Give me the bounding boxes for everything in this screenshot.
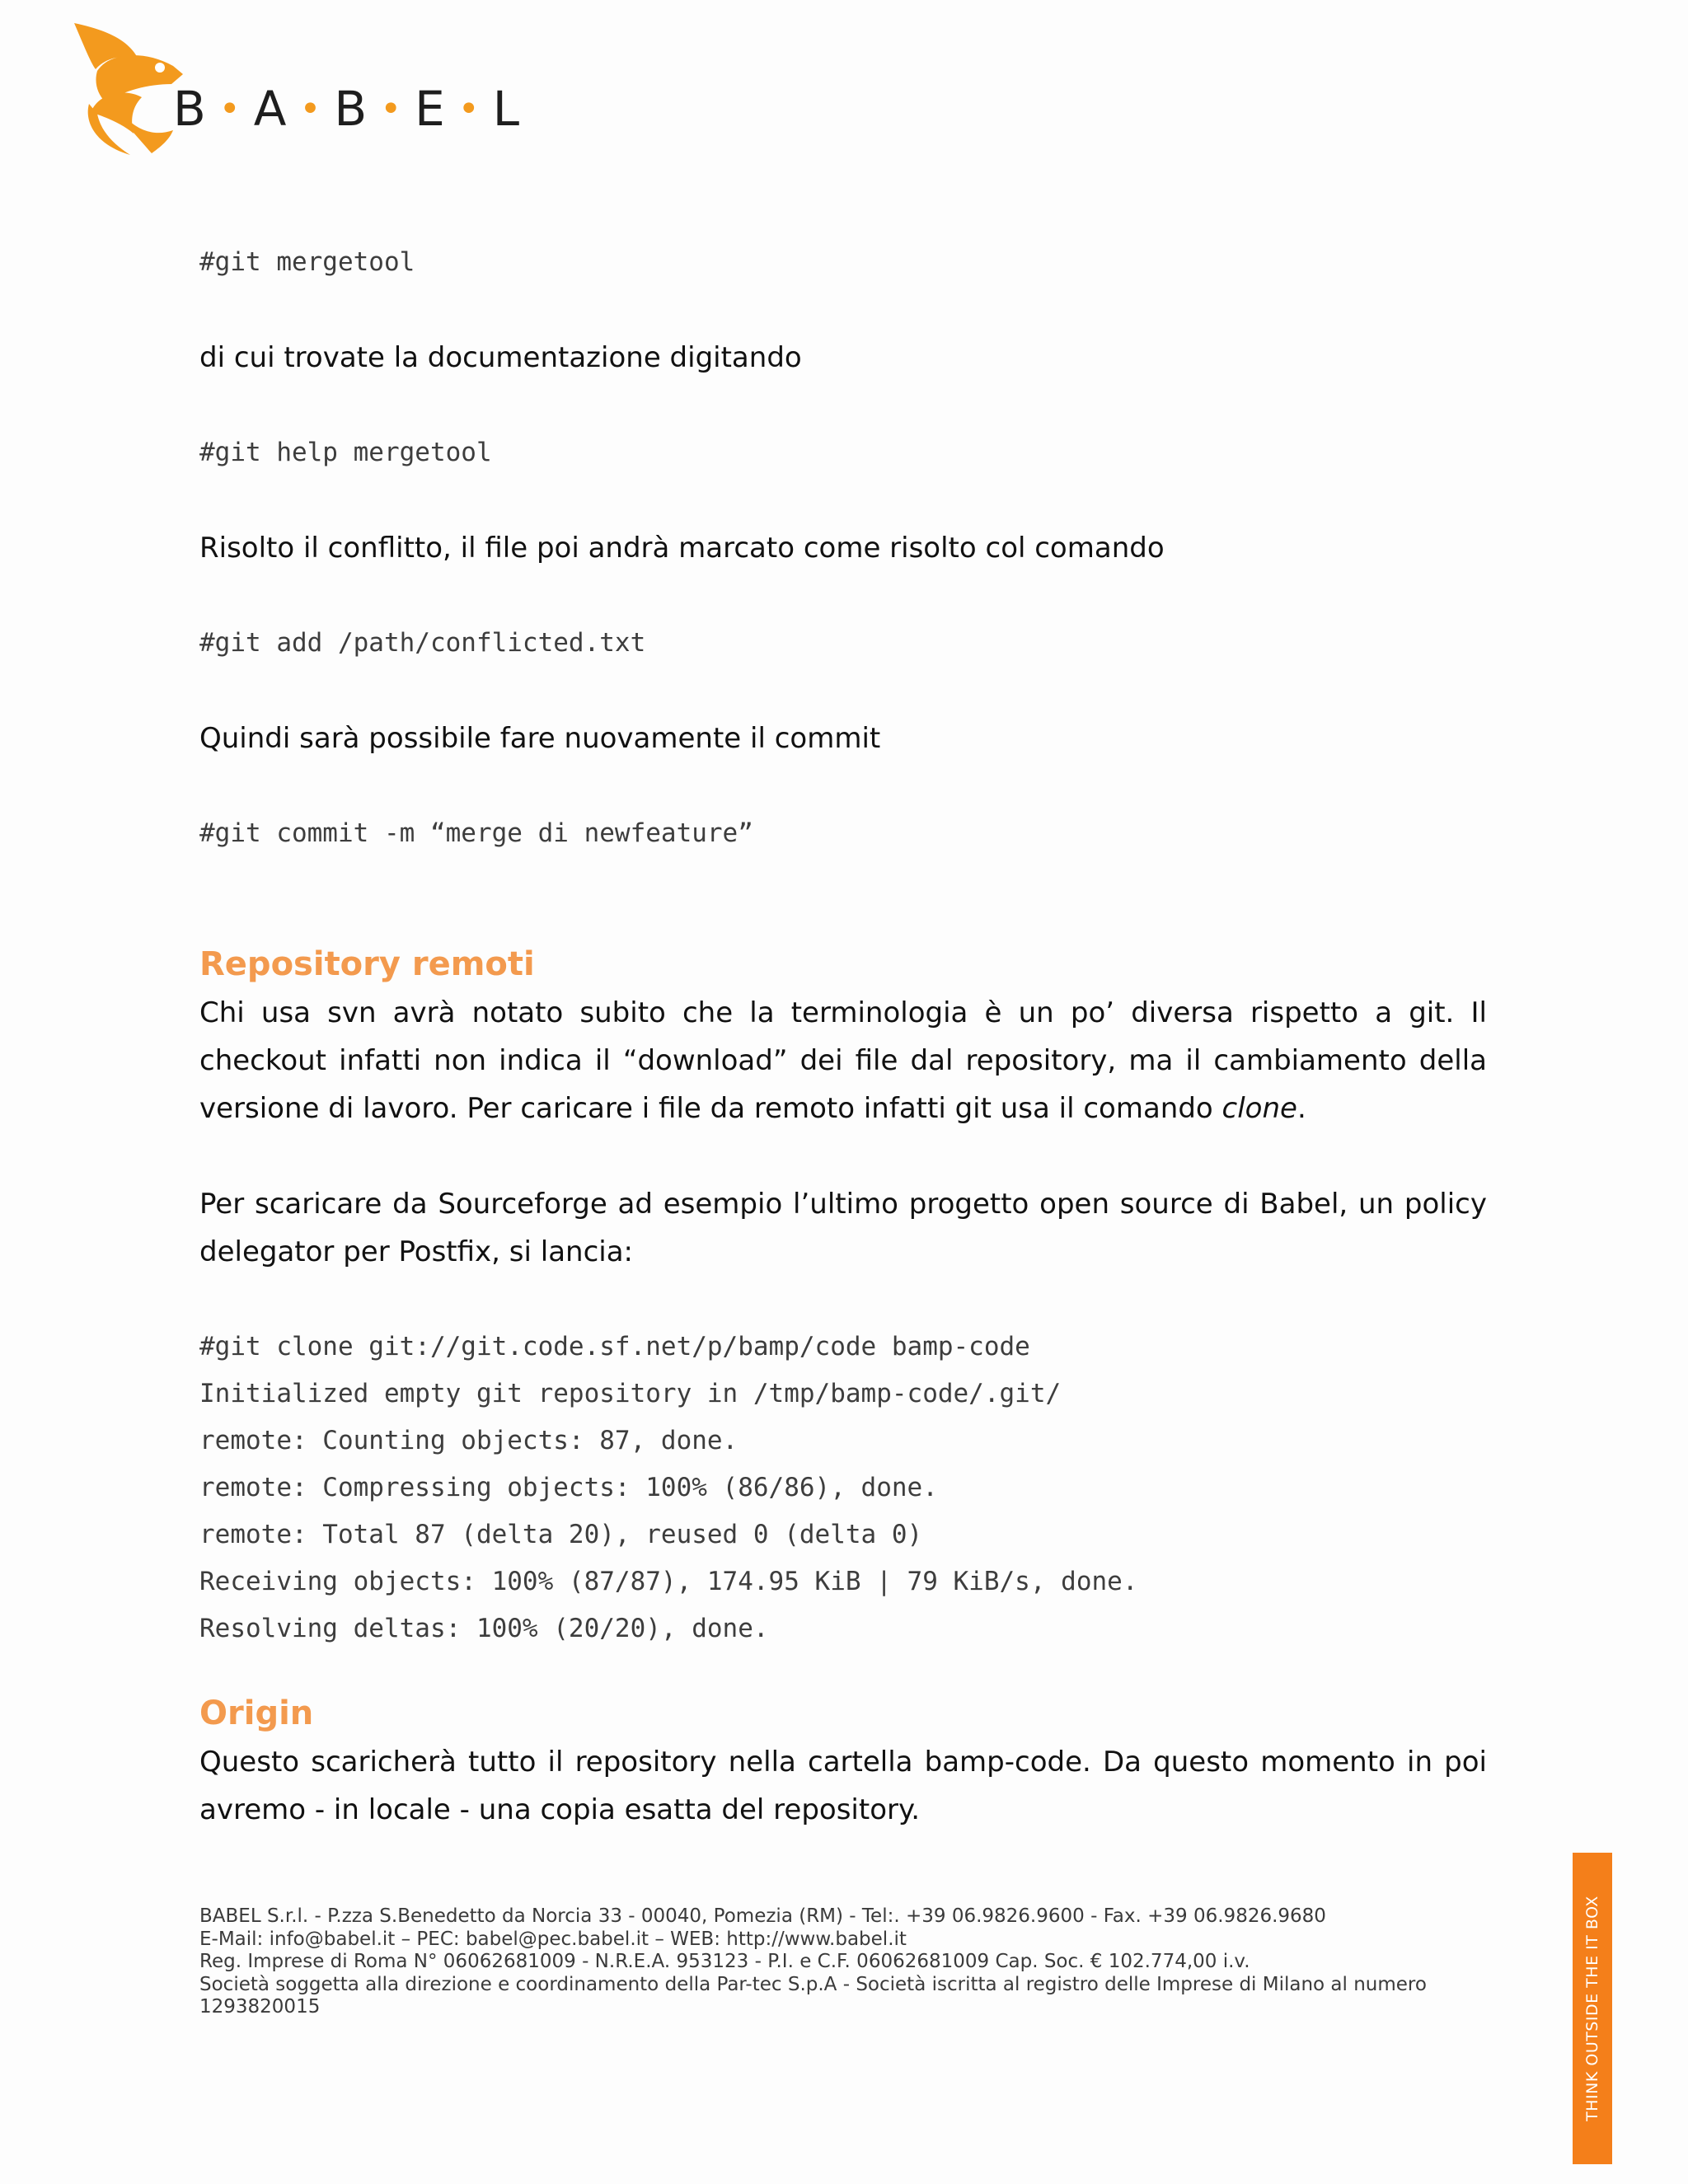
heading-origin: Origin [199, 1694, 314, 1732]
heading-repository-remoti: Repository remoti [199, 945, 535, 983]
paragraph-origin: Questo scaricherà tutto il repository nella cartella bamp-code. Da questo momento in poi avremo - in locale - una copia esatta del repository. [199, 1746, 1487, 1826]
document-body [199, 239, 1487, 1834]
code-git-add: #git add /path/conflicted.txt [199, 628, 646, 658]
paragraph-resolved: Risolto il conflitto, il file poi andrà marcato come risolto col comando [199, 532, 1165, 565]
clone-output-block [199, 1324, 1487, 1652]
paragraph-doc: di cui trovate la documentazione digitando [199, 341, 802, 374]
paragraph-svn [199, 989, 1487, 1132]
brand-dot: • [380, 87, 404, 130]
code-line: remote: Total 87 (delta 20), reused 0 (delta 0) [199, 1520, 923, 1549]
brand-letter: E [415, 81, 447, 137]
brand-dot: • [218, 87, 242, 130]
brand-letter: A [253, 81, 288, 137]
brand-dot: • [299, 87, 323, 130]
code-line: #git clone git://git.code.sf.net/p/bamp/code bamp-code [199, 1332, 1030, 1361]
paragraph-svn-end: . [1296, 1092, 1306, 1125]
brand-letter: B [173, 81, 208, 137]
brand-letter: B [334, 81, 369, 137]
page-footer [199, 1905, 1485, 2019]
code-line: Resolving deltas: 100% (20/20), done. [199, 1614, 769, 1643]
code-line: remote: Compressing objects: 100% (86/86), done. [199, 1473, 938, 1502]
emphasis-clone: clone [1221, 1092, 1297, 1125]
footer-registry: Reg. Imprese di Roma N° 06062681009 - N.R.E.A. 953123 - P.I. e C.F. 06062681009 Cap. Soc. € 102.774,00 i.v. [199, 1951, 1250, 1972]
code-line: remote: Counting objects: 87, done. [199, 1426, 738, 1455]
side-tab-text: THINK OUTSIDE THE IT BOX [1583, 1896, 1601, 2121]
brand-dot: • [457, 87, 481, 130]
code-mergetool: #git mergetool [199, 247, 415, 277]
footer-company-number: 1293820015 [199, 1996, 321, 2018]
code-help-mergetool: #git help mergetool [199, 438, 492, 467]
paragraph-sourceforge: Per scaricare da Sourceforge ad esempio l’ultimo progetto open source di Babel, un policy delegator per Postfix, si lancia: [199, 1188, 1487, 1268]
brand-wordmark [173, 76, 521, 142]
footer-contacts: E-Mail: info@babel.it – PEC: babel@pec.babel.it – WEB: http://www.babel.it [199, 1928, 907, 1950]
paragraph-svn-text: Chi usa svn avrà notato subito che la terminologia è un po’ diversa rispetto a git. Il checkout infatti non indica il “download” dei file dal repository, ma il cambiamento della versione di lavoro. Per caricare i file da remoto infatti git usa il comando [199, 996, 1487, 1125]
side-tab [1573, 1853, 1612, 2164]
paragraph-commit: Quindi sarà possibile fare nuovamente il commit [199, 722, 881, 755]
brand-letter: L [492, 81, 522, 137]
code-git-commit: #git commit -m “merge di newfeature” [199, 818, 753, 848]
footer-company-note: Società soggetta alla direzione e coordinamento della Par-tec S.p.A - Società iscritta al registro delle Imprese di Milano al numero [199, 1973, 1427, 1995]
footer-address: BABEL S.r.l. - P.zza S.Benedetto da Norcia 33 - 00040, Pomezia (RM) - Tel:. +39 06.9826.9600 - Fax. +39 06.9826.9680 [199, 1905, 1326, 1927]
code-line: Initialized empty git repository in /tmp/bamp-code/.git/ [199, 1379, 1062, 1408]
code-line: Receiving objects: 100% (87/87), 174.95 KiB | 79 KiB/s, done. [199, 1567, 1138, 1596]
